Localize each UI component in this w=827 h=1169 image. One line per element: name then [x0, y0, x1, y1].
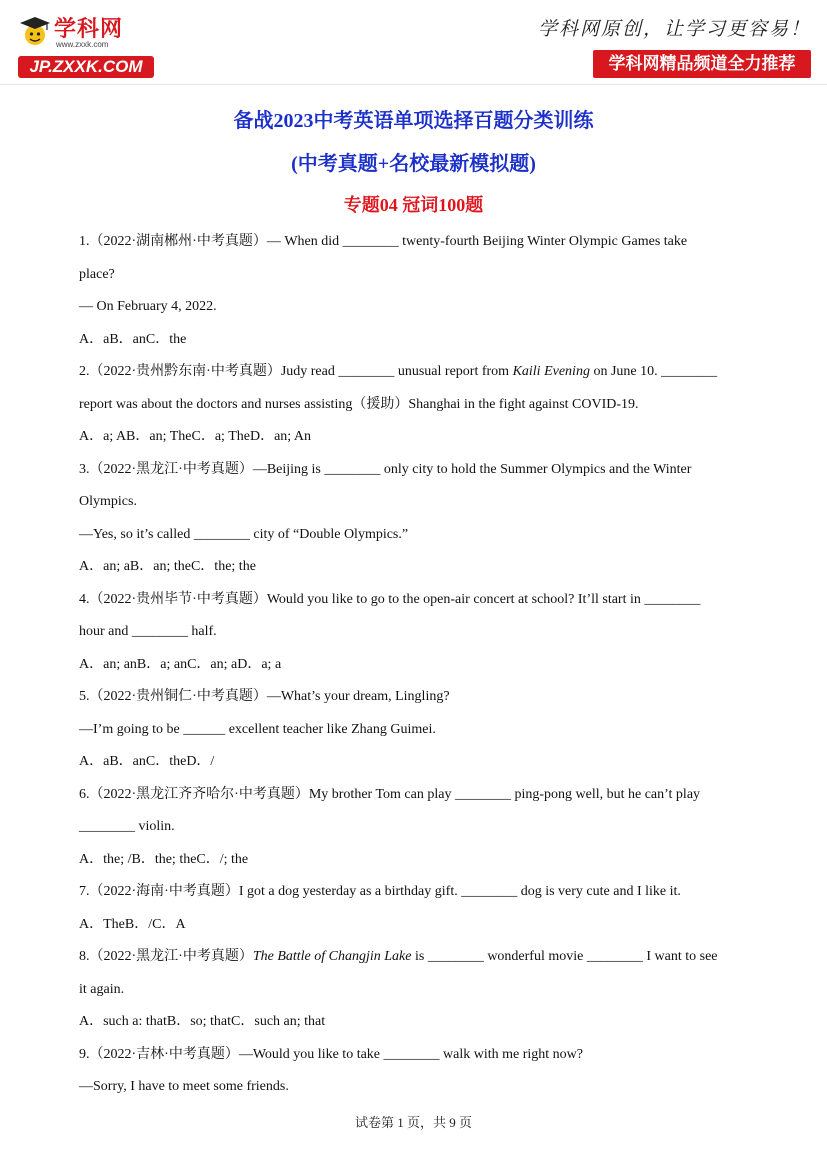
- header-divider: [0, 84, 827, 85]
- question-text-line: 9.（2022·吉林·中考真题）—Would you like to take ________ walk with me right now?: [79, 1046, 583, 1062]
- recommend-badge: 学科网精品频道全力推荐: [593, 50, 811, 78]
- page-footer: 试卷第 1 页，共 9 页: [354, 1115, 472, 1130]
- options-row: A．TheB．/C．A: [79, 916, 186, 932]
- question-text-line: 4.（2022·贵州毕节·中考真题）Would you like to go to the open-air concert at school? It’ll start in ________: [79, 591, 701, 607]
- zxxk-logo[interactable]: [18, 12, 158, 80]
- document-subtitle: (中考真题+名校最新模拟题): [291, 153, 536, 175]
- options-row: A．aB．anC．the: [79, 331, 187, 347]
- question-text-line: 7.（2022·海南·中考真题）I got a dog yesterday as a birthday gift. ________ dog is very cute and I like it.: [79, 884, 681, 899]
- logo-url: www.zxxk.com: [56, 40, 109, 49]
- header-slogan: 学科网原创，让学习更容易！: [537, 18, 811, 40]
- question-text-line: place?: [79, 266, 115, 282]
- question-7: [79, 876, 759, 941]
- question-text-line: —Sorry, I have to meet some friends.: [79, 1079, 289, 1094]
- question-text-line: 6.（2022·黑龙江齐齐哈尔·中考真题）My brother Tom can play ________ ping-pong well, but he can’t play: [79, 786, 701, 802]
- graduation-cap-icon: [18, 14, 52, 48]
- question-text-line: it again.: [79, 981, 125, 997]
- question-text-line: 2.（2022·贵州黔东南·中考真题）Judy read ________ unusual report from Kaili Evening on June 10. ________: [79, 364, 718, 379]
- document-title: 备战2023中考英语单项选择百题分类训练: [233, 110, 594, 132]
- question-text-line: —Yes, so it’s called ________ city of “Double Olympics.”: [79, 526, 409, 542]
- question-text-line: ________ violin.: [79, 819, 175, 834]
- question-text-line: — On February 4, 2022.: [79, 299, 217, 314]
- question-2: [79, 356, 759, 454]
- question-text-line: 3.（2022·黑龙江·中考真题）—Beijing is ________ only city to hold the Summer Olympics and the Winter: [79, 461, 692, 477]
- question-4: [79, 584, 759, 682]
- question-3: [79, 454, 759, 584]
- question-text-line: 8.（2022·黑龙江·中考真题）The Battle of Changjin Lake is ________ wonderful movie ________ I want to see: [79, 949, 718, 964]
- options-row: A．the; /B．the; theC．/; the: [79, 851, 249, 867]
- question-text-line: 5.（2022·贵州铜仁·中考真题）—What’s your dream, Lingling?: [79, 689, 450, 704]
- question-1: [79, 226, 759, 356]
- options-row: A．an; anB．a; anC．an; aD．a; a: [79, 656, 282, 672]
- options-row: A．a; AB．an; TheC．a; TheD．an; An: [79, 429, 312, 444]
- question-text-line: 1.（2022·湖南郴州·中考真题）— When did ________ twenty-fourth Beijing Winter Olympic Games take: [79, 234, 688, 249]
- options-row: A．such a: thatB．so; thatC．such an; that: [79, 1014, 326, 1029]
- question-text-line: report was about the doctors and nurses assisting（援助）Shanghai in the fight against COVID-19.: [79, 396, 639, 412]
- logo-badge: JP.ZXXK.COM: [18, 56, 154, 78]
- question-8: [79, 941, 759, 1039]
- question-text-line: hour and ________ half.: [79, 624, 217, 639]
- question-6: [79, 779, 759, 877]
- options-row: A．an; aB．an; theC．the; the: [79, 559, 256, 574]
- options-row: A．aB．anC．theD．/: [79, 754, 215, 769]
- question-5: [79, 681, 759, 779]
- question-text-line: Olympics.: [79, 494, 137, 509]
- topic-title: 专题04 冠词100题: [343, 195, 484, 215]
- logo-text: 学科网: [54, 17, 124, 42]
- question-9: [79, 1039, 759, 1104]
- page-header: [0, 0, 827, 90]
- question-list: [79, 226, 759, 1104]
- question-text-line: —I’m going to be ______ excellent teacher like Zhang Guimei.: [79, 721, 436, 737]
